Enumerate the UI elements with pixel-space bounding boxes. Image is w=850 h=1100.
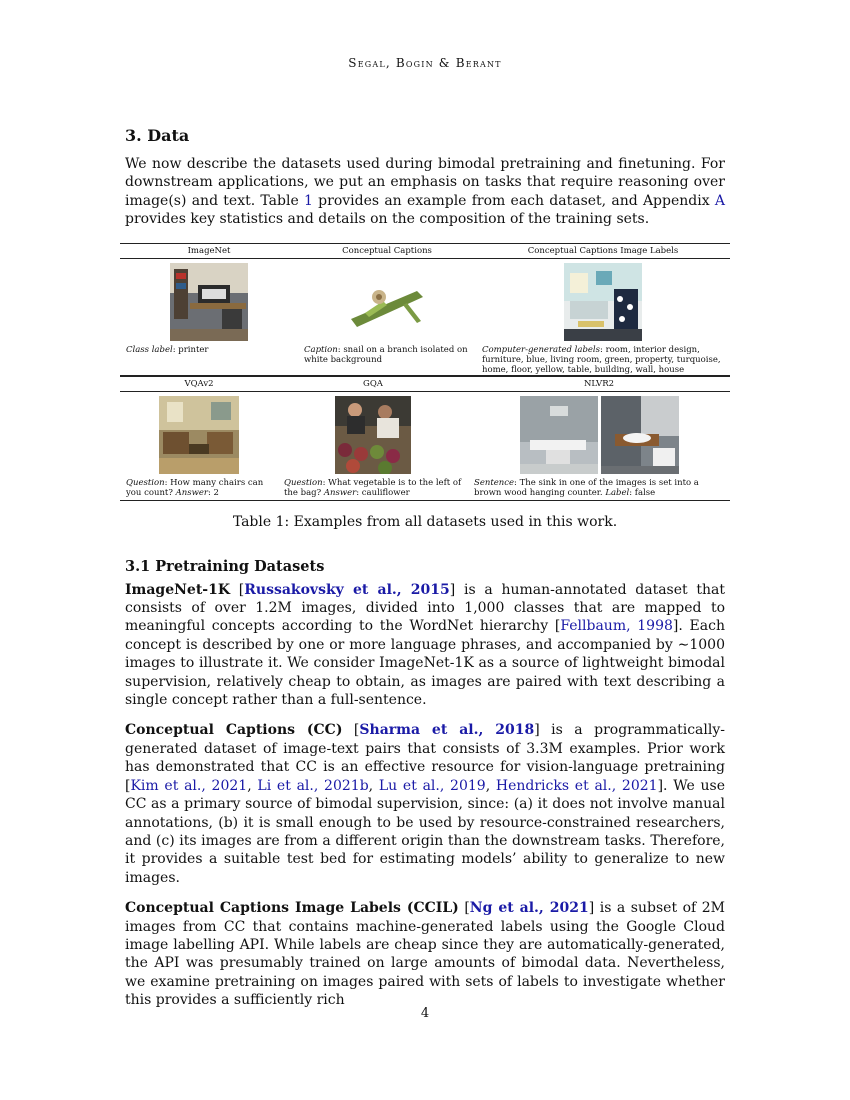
intro-paragraph: We now describe the datasets used during bimodal pretraining and finetuning. For downstream applications, we put an emphasis on tasks that require reasoning over image(s) and text. Table 1 provides an example from each dataset, and Appendix A provides key statistics and details on the composition of the training sets. xyxy=(125,156,725,228)
table-caption: Table 1: Examples from all datasets used in this work. xyxy=(232,513,618,530)
table-cell-cc xyxy=(298,244,476,375)
snail-branch-image xyxy=(347,263,427,341)
vegetable-market-image xyxy=(335,396,411,474)
table-ref-link[interactable]: 1 xyxy=(304,192,313,209)
living-room-image xyxy=(564,263,642,341)
citation-link[interactable]: Ng et al., 2021 xyxy=(469,900,589,917)
citation-link[interactable]: Russakovsky et al., 2015 xyxy=(244,581,450,598)
citation-link[interactable]: Sharma et al., 2018 xyxy=(359,722,535,739)
column-header: Conceptual Captions xyxy=(298,244,476,259)
caption: Class label: printer xyxy=(126,344,209,355)
column-header: NLVR2 xyxy=(468,377,730,392)
caption: Sentence: The sink in one of the images is set into a brown wood hanging counter. Label: false xyxy=(474,477,699,498)
citation-link[interactable]: Li et al., 2021b xyxy=(257,777,369,794)
caption: Computer-generated labels: room, interior design, furniture, blue, living room, green, property, turquoise, home, floor, yellow, table, building, wall, house xyxy=(482,344,721,375)
sink-image-right xyxy=(601,396,679,474)
page-content xyxy=(125,126,725,1022)
citation-link[interactable]: Lu et al., 2019 xyxy=(378,777,486,794)
caption: Question: How many chairs can you count? Answer: 2 xyxy=(126,477,264,498)
imagenet-paragraph: ImageNet-1K [Russakovsky et al., 2015] is a human-annotated dataset that consists of over 1.2M images, divided into 1,000 classes that are mapped to meaningful concepts according to the WordNet hierarchy [Fellbaum, 1998]. Each concept is described by one or more language phrases, and accompanied by ∼1000 images to illustrate it. We consider ImageNet-1K as a source of lightweight bimodal supervision, relatively cheap to obtain, as images are paired with text describing a single concept rather than a full-sentence. xyxy=(125,581,726,709)
column-header: Conceptual Captions Image Labels xyxy=(476,244,730,259)
printer-room-image xyxy=(170,263,248,341)
table-cell-nlvr2 xyxy=(468,377,730,500)
table-row xyxy=(120,243,730,375)
caption: Question: What vegetable is to the left of the bag? Answer: cauliflower xyxy=(284,477,462,498)
table-cell-vqav2 xyxy=(120,377,278,500)
ccil-paragraph: Conceptual Captions Image Labels (CCIL) [Ng et al., 2021] is a subset of 2M images from CC that contains machine-generated labels using the Google Cloud image labelling API. While labels are cheap since they are automatically-generated, the API was presumably trained on large amounts of bimodal data. Nevertheless, we examine pretraining on images paired with sets of labels to investigate whether this provides a sufficiently rich xyxy=(125,900,725,1009)
column-header: ImageNet xyxy=(120,244,298,259)
cc-paragraph: Conceptual Captions (CC) [Sharma et al., 2018] is a programmatically-generated dataset of image-text pairs that consists of 3.3M examples. Prior work has demonstrated that CC is an effective resource for vision-language pretraining [Kim et al., 2021, Li et al., 2021b, Lu et al., 2019, Hendricks et al., 2021]. We use CC as a primary source of bimodal supervision, since: (a) it does not involve manual annotations, (b) it is small enough to be used by resource-constrained researchers, and (c) its images are from a different origin than the downstream tasks. Therefore, it provides a suitable test bed for estimating models’ ability to generalize to new images. xyxy=(125,722,725,886)
citation-link[interactable]: Kim et al., 2021 xyxy=(130,777,248,794)
sink-image-left xyxy=(520,396,598,474)
examples-table xyxy=(120,243,730,501)
caption: Caption: snail on a branch isolated on white background xyxy=(304,344,468,365)
subsection-title: 3.1 Pretraining Datasets xyxy=(125,557,325,575)
appendix-ref-link[interactable]: A xyxy=(714,192,725,209)
table-cell-gqa xyxy=(278,377,468,500)
column-header: VQAv2 xyxy=(120,377,278,392)
column-header: GQA xyxy=(278,377,468,392)
table-cell-imagenet xyxy=(120,244,298,375)
running-header: Segal, Bogin & Berant xyxy=(348,56,502,70)
section-title: 3. Data xyxy=(125,126,190,145)
table-cell-ccil xyxy=(476,244,730,375)
living-room-chairs-image xyxy=(159,396,239,474)
citation-link[interactable]: Hendricks et al., 2021 xyxy=(495,777,658,794)
page-number: 4 xyxy=(420,1006,430,1021)
table-row xyxy=(120,375,730,501)
citation-link[interactable]: Fellbaum, 1998 xyxy=(560,618,673,635)
